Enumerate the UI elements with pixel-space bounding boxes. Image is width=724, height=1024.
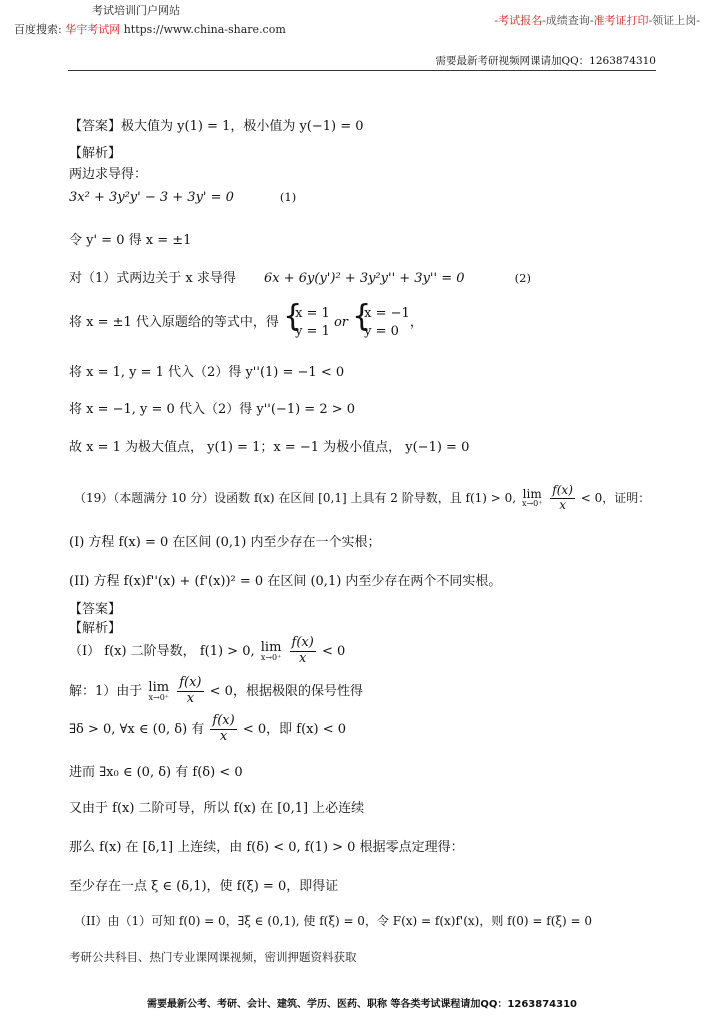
nav-score-link[interactable]: 成绩查询- xyxy=(545,14,594,27)
limit-word: lim xyxy=(260,639,282,655)
proof-line-2-prefix: 解：1）由于 xyxy=(69,683,143,699)
limit-word: lim xyxy=(148,679,170,695)
second-derivative-prefix: 对（1）式两边关于 x 求导得 xyxy=(69,271,236,286)
derive-line: 两边求导得： xyxy=(69,167,148,182)
fraction-denominator: x xyxy=(559,497,566,512)
proof-line-3-suffix: < 0，即 f(x) < 0 xyxy=(242,721,347,737)
equation-1-tag: (1) xyxy=(279,190,297,204)
or-word: or xyxy=(333,315,349,331)
answer-text: 极大值为 y(1) = 1，极小值为 y(−1) = 0 xyxy=(121,119,364,134)
proof-line-8: （II）由（1）可知 f(0) = 0，∃ξ ∈ (0,1), 使 f(ξ) = 0，令 F(x) = f(x)f'(x)，则 f(0) = f(ξ) = 0 xyxy=(74,914,593,928)
fraction-denominator: x xyxy=(299,650,307,666)
system-1 xyxy=(283,305,330,340)
question-19-line xyxy=(74,484,650,513)
equation-1: 3x² + 3y²y' − 3 + 3y' = 0 xyxy=(69,190,234,205)
header-search-line xyxy=(14,21,286,37)
limit-symbol xyxy=(522,488,543,508)
question-19-part-ii: (II) 方程 f(x)f''(x) + (f'(x))² = 0 在区间 (0,1) 内至少存在两个不同实根。 xyxy=(69,574,502,589)
case-1-line: 将 x = 1, y = 1 代入（2）得 y''(1) = −1 < 0 xyxy=(69,365,345,380)
question-19-prefix: （19）（本题满分 10 分）设函数 f(x) 在区间 [0,1] 上具有 2 阶导数，且 f(1) > 0, xyxy=(74,490,517,505)
proof-line-2-suffix: < 0，根据极限的保号性得 xyxy=(209,683,363,699)
fraction xyxy=(550,484,575,513)
question-19-part-i: (I) 方程 f(x) = 0 在区间 (0,1) 内至少存在一个实根； xyxy=(69,535,381,550)
zero-line: 令 y' = 0 得 x = ±1 xyxy=(69,233,192,248)
proof-line-2 xyxy=(69,676,363,707)
url-link[interactable]: https://www.china-share.com xyxy=(123,23,286,36)
fraction xyxy=(210,714,236,745)
header-site-title: 考试培训门户网站 xyxy=(92,4,180,17)
proof-line-4: 进而 ∃x₀ ∈ (0, δ) 有 f(δ) < 0 xyxy=(69,765,243,780)
substitute-prefix: 将 x = ±1 代入原题给的等式中，得 xyxy=(69,315,279,331)
substitute-end: ， xyxy=(409,315,423,331)
nav-register-link[interactable]: -考试报名- xyxy=(494,14,546,27)
answer-line xyxy=(69,115,364,134)
limit-word: lim xyxy=(522,487,542,502)
proof-line-3-prefix: ∃δ > 0, ∀x ∈ (0, δ) 有 xyxy=(69,721,205,737)
limit-subscript: x→0⁺ xyxy=(260,652,282,662)
fraction-denominator: x xyxy=(186,690,195,706)
limit-symbol xyxy=(148,681,169,702)
substitute-line xyxy=(69,305,423,340)
answer-label: 【答案】 xyxy=(69,119,122,134)
proof-line-7: 至少存在一点 ξ ∈ (δ,1)，使 f(ξ) = 0，即得证 xyxy=(69,879,339,894)
equation-2-tag: (2) xyxy=(514,271,531,285)
analysis-label: 【解析】 xyxy=(69,146,122,161)
proof-line-1-suffix: < 0 xyxy=(321,643,346,659)
proof-line-5: 又由于 f(x) 二阶可导，所以 f(x) 在 [0,1] 上必连续 xyxy=(69,801,365,816)
nav-admit-link[interactable]: 准考证打印- xyxy=(593,14,653,27)
equation-2: 6x + 6y(y')² + 3y²y'' + 3y'' = 0 xyxy=(264,271,465,286)
proof-line-6: 那么 f(x) 在 [δ,1] 上连续，由 f(δ) < 0, f(1) > 0 根据零点定理得： xyxy=(69,840,464,855)
system-1-row-2: y = 1 xyxy=(295,323,330,339)
equation-1-line xyxy=(69,190,296,205)
brand-link[interactable]: 华宇考试网 xyxy=(65,23,121,36)
fraction-numerator: f(x) xyxy=(552,483,573,497)
footer-line-1: 考研公共科目、热门专业课网课视频，密训押题资料获取 xyxy=(69,950,357,964)
analysis-label-2: 【解析】 xyxy=(69,621,122,636)
answer-label-2: 【答案】 xyxy=(69,602,122,617)
system-2 xyxy=(352,305,410,340)
proof-line-1 xyxy=(69,636,345,667)
case-2-line: 将 x = −1, y = 0 代入（2）得 y''(−1) = 2 > 0 xyxy=(69,402,356,417)
proof-line-1-prefix: （I） f(x) 二阶导数， f(1) > 0, xyxy=(69,643,255,659)
header-qq-notice: 需要最新考研视频网课请加QQ：1263874310 xyxy=(435,55,656,67)
fraction xyxy=(290,636,316,667)
limit-subscript: x→0⁺ xyxy=(148,692,170,702)
question-19-suffix: < 0，证明： xyxy=(580,490,651,505)
conclusion-line: 故 x = 1 为极大值点， y(1) = 1；x = −1 为极小值点， y(−1) = 0 xyxy=(69,440,470,455)
header-nav xyxy=(494,12,700,28)
proof-line-3 xyxy=(69,714,346,745)
nav-cert-link[interactable]: 领证上岗- xyxy=(652,14,700,27)
limit-subscript: x→0⁺ xyxy=(521,499,543,509)
fraction xyxy=(177,676,203,707)
fraction-numerator: f(x) xyxy=(212,713,235,728)
fraction-numerator: f(x) xyxy=(291,635,314,650)
fraction-numerator: f(x) xyxy=(179,675,202,690)
fraction-denominator: x xyxy=(219,728,228,744)
system-2-row-2: y = 0 xyxy=(364,323,399,339)
search-prefix: 百度搜索: xyxy=(14,23,62,36)
header-divider xyxy=(68,70,656,71)
footer-line-2: 需要最新公考、考研、会计、建筑、学历、医药、职称 等各类考试课程请加QQ：1263874310 xyxy=(146,999,578,1010)
system-1-row-1: x = 1 xyxy=(295,306,330,321)
second-derivative-line xyxy=(69,267,531,286)
limit-symbol xyxy=(261,641,282,662)
system-2-row-1: x = −1 xyxy=(364,306,410,321)
